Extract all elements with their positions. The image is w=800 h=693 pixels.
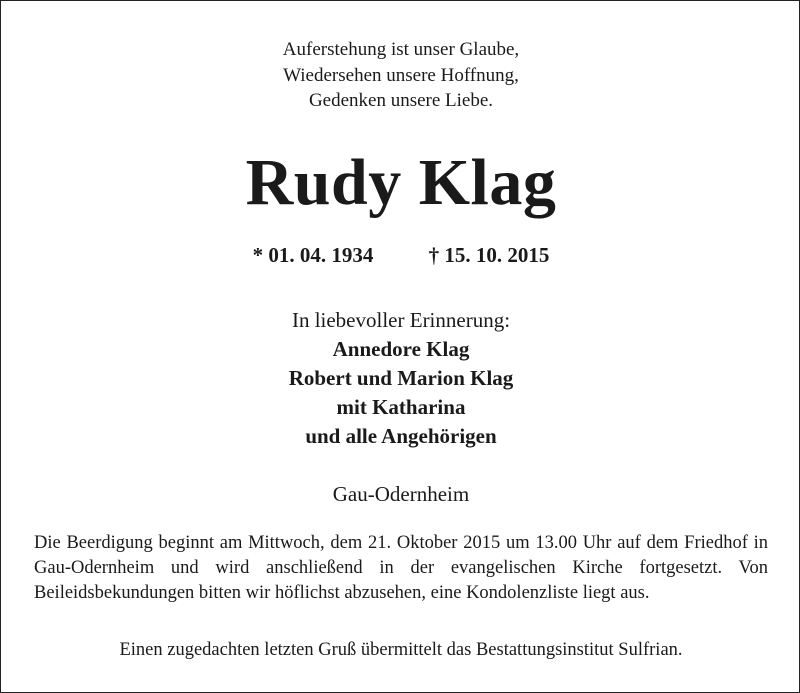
birth-date: * 01. 04. 1934 [252, 243, 374, 267]
motto-line: Auferstehung ist unser Glaube, [282, 39, 520, 60]
mourner-name: mit Katharina [336, 395, 466, 419]
closing-line: Einen zugedachten letzten Gruß übermittelt das Bestattungsinstitut Sulfrian. [119, 640, 683, 660]
mourner-name: Robert und Marion Klag [288, 366, 514, 390]
mourner-name: und alle Angehörigen [305, 424, 497, 448]
place: Gau-Odernheim [332, 482, 470, 506]
mourners-block [1, 306, 800, 451]
mourner-name: Annedore Klag [332, 337, 470, 361]
life-dates [1, 241, 800, 269]
funeral-details: Die Beerdigung beginnt am Mittwoch, dem 21. Oktober 2015 um 13.00 Uhr auf dem Friedhof in Gau-Odernheim und wird anschließend in der evangelischen Kirche fortgesetzt. Von Beileidsbekundungen bitten wir höflichst abzusehen, eine Kondolenzliste liegt aus. [34, 533, 768, 603]
motto-line: Gedenken unsere Liebe. [308, 90, 494, 111]
memory-intro: In liebevoller Erinnerung: [291, 308, 511, 332]
deceased-name: Rudy Klag [245, 146, 557, 219]
death-date: † 15. 10. 2015 [428, 243, 550, 267]
motto [1, 37, 800, 114]
motto-line: Wiedersehen unsere Hoffnung, [283, 64, 519, 86]
